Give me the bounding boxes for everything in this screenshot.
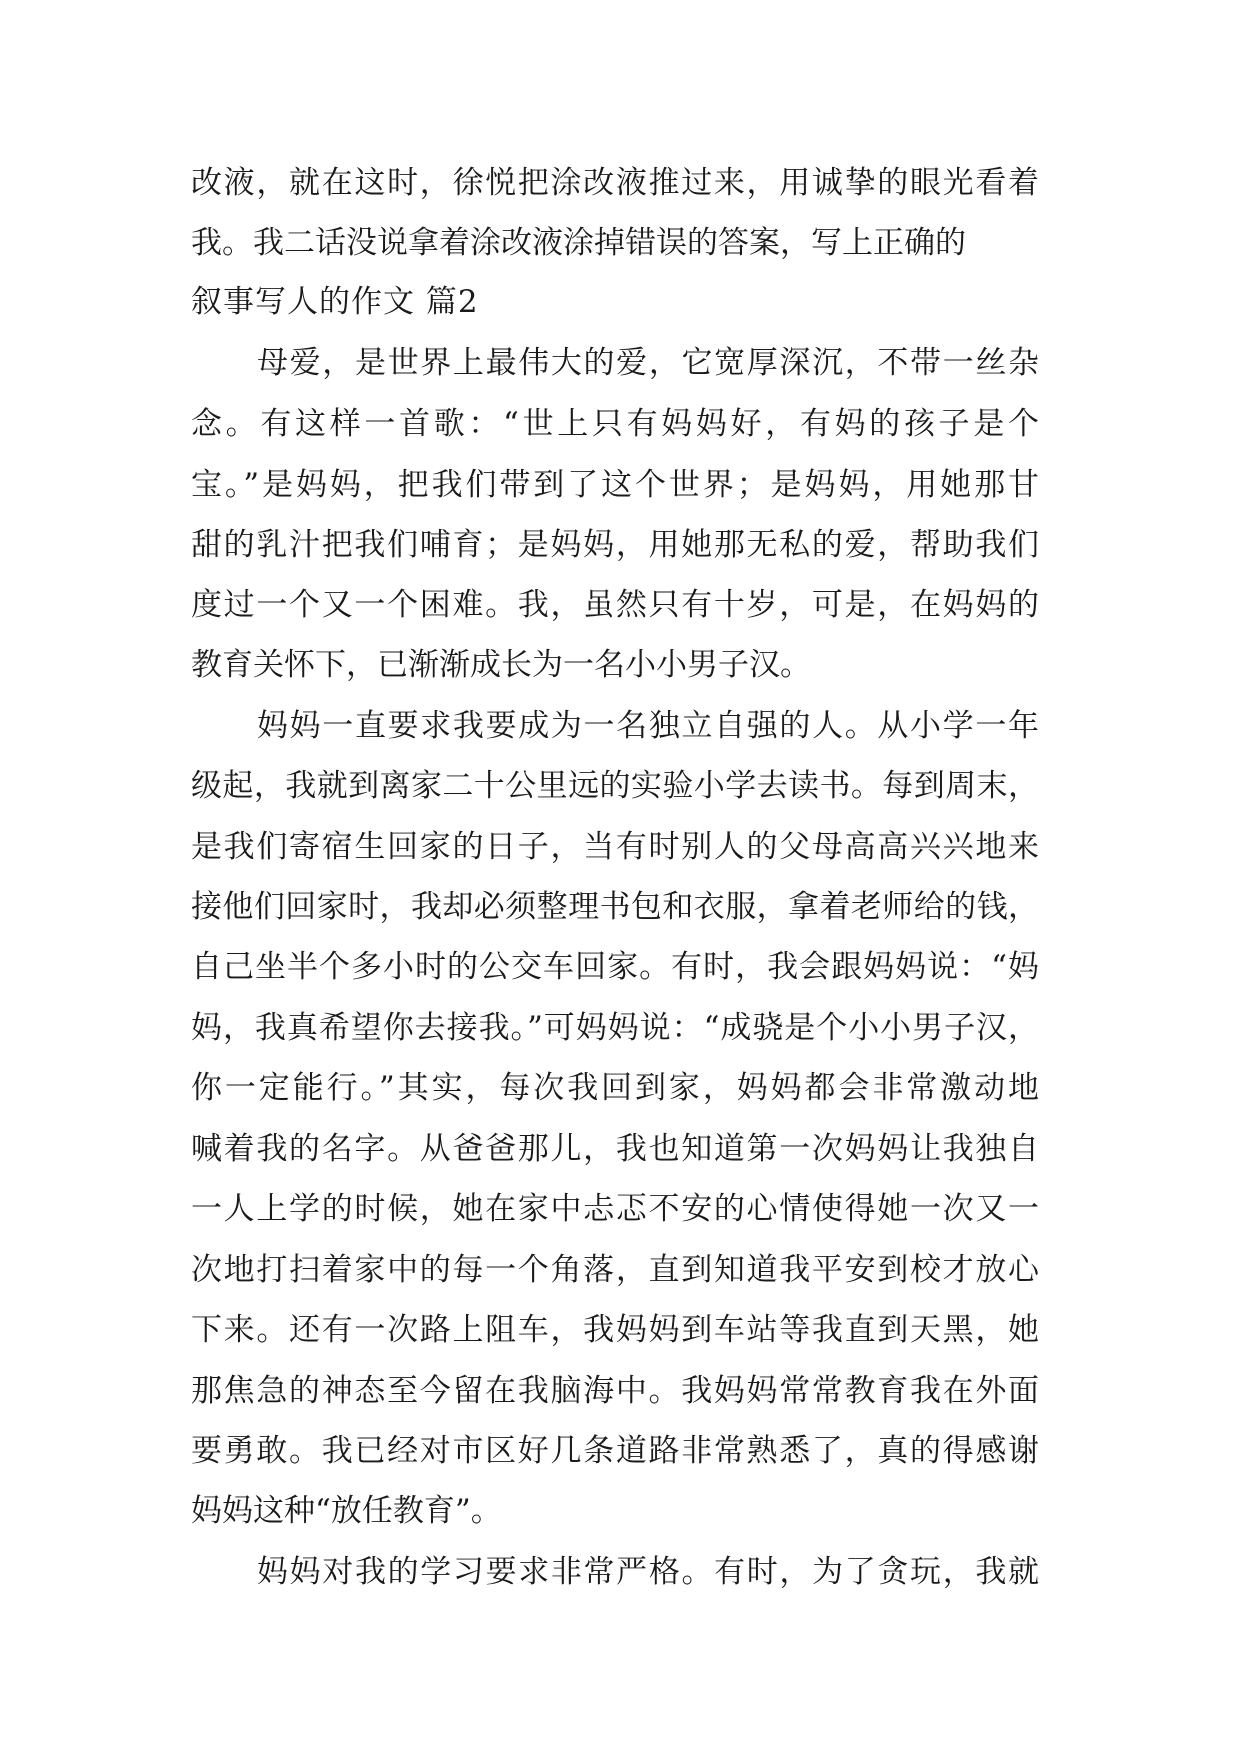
text-line: 我。我二话没说拿着涂改液涂掉错误的答案，写上正确的 <box>191 225 966 261</box>
text-line: 你一定能行。”其实，每次我回到家，妈妈都会非常激动地 <box>191 1070 1039 1106</box>
text-line: 那焦急的神态至今留在我脑海中。我妈妈常常教育我在外面 <box>191 1373 1039 1409</box>
text-line: 喊着我的名字。从爸爸那儿，我也知道第一次妈妈让我独自 <box>191 1131 1039 1167</box>
text-line: 甜的乳汁把我们哺育；是妈妈，用她那无私的爱，帮助我们 <box>191 527 1039 563</box>
section-heading: 叙事写人的作文 篇2 <box>191 284 479 320</box>
text-line: 级起，我就到离家二十公里远的实验小学去读书。每到周末， <box>191 768 1039 804</box>
paragraph-first-line: 妈妈一直要求我要成为一名独立自强的人。从小学一年 <box>257 708 1039 744</box>
text-line: 念。有这样一首歌：“世上只有妈妈好，有妈的孩子是个 <box>191 406 1039 442</box>
text-line: 是我们寄宿生回家的日子，当有时别人的父母高高兴兴地来 <box>191 829 1039 865</box>
text-line: 妈，我真希望你去接我。”可妈妈说：“成骁是个小小男子汉， <box>191 1010 1039 1046</box>
paragraph-first-line: 妈妈对我的学习要求非常严格。有时，为了贪玩，我就 <box>257 1554 1039 1590</box>
text-line: 教育关怀下，已渐渐成长为一名小小男子汉。 <box>191 647 811 683</box>
text-line: 接他们回家时，我却必须整理书包和衣服，拿着老师给的钱， <box>191 889 1039 925</box>
text-line: 妈妈这种“放任教育”。 <box>191 1493 502 1529</box>
text-line: 下来。还有一次路上阻车，我妈妈到车站等我直到天黑，她 <box>191 1312 1039 1348</box>
text-line: 宝。”是妈妈，把我们带到了这个世界；是妈妈，用她那甘 <box>191 467 1039 503</box>
text-line: 改液，就在这时，徐悦把涂改液推过来，用诚挚的眼光看着 <box>191 165 1039 201</box>
text-line: 次地打扫着家中的每一个角落，直到知道我平安到校才放心 <box>191 1252 1039 1288</box>
paragraph-first-line: 母爱，是世界上最伟大的爱，它宽厚深沉，不带一丝杂 <box>257 345 1039 381</box>
text-line: 度过一个又一个困难。我，虽然只有十岁，可是，在妈妈的 <box>191 587 1039 623</box>
text-line: 一人上学的时候，她在家中忐忑不安的心情使得她一次又一 <box>191 1191 1039 1227</box>
text-line: 自己坐半个多小时的公交车回家。有时，我会跟妈妈说：“妈 <box>191 949 1039 985</box>
text-line: 要勇敢。我已经对市区好几条道路非常熟悉了，真的得感谢 <box>191 1433 1039 1469</box>
